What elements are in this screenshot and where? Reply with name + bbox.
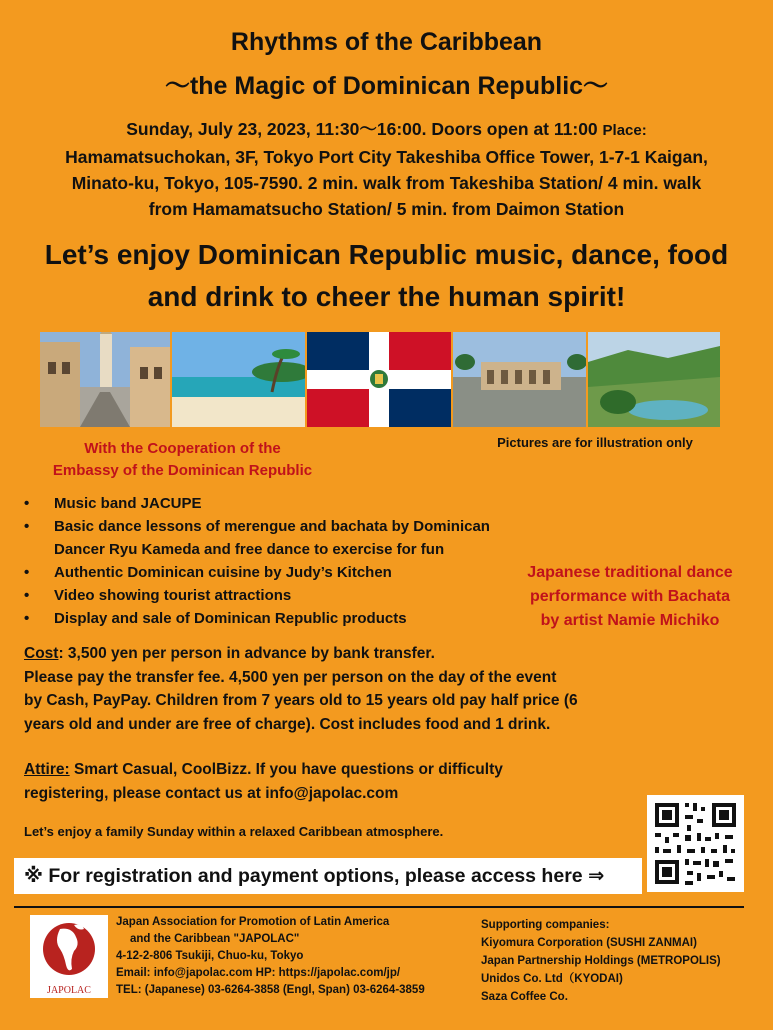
org-name: Japan Association for Promotion of Latin America [116, 916, 390, 928]
org-name: and the Caribbean "JAPOLAC" [130, 933, 300, 945]
bullet-icon: • [24, 610, 30, 627]
organization-info [116, 914, 476, 999]
highlight-line: Japanese traditional dance [527, 564, 733, 581]
attire-section [24, 758, 584, 805]
palace-photo [453, 332, 587, 427]
sponsors [481, 916, 766, 1006]
address-line: Hamamatsuchokan, 3F, Tokyo Port City Takeshiba Office Tower, 1-7-1 Kaigan, [65, 147, 708, 167]
cost-text: years old and under are free of charge). Cost includes food and 1 drink. [24, 715, 551, 733]
bullet-icon: • [24, 518, 30, 535]
list-item-text-line: Dancer Ryu Kameda and free dance to exercise for fun [54, 541, 445, 558]
cost-text: : 3,500 yen per person in advance by bank transfer. [58, 645, 435, 662]
cost-label: Cost [24, 645, 59, 662]
list-item-text: Music band JACUPE [54, 495, 202, 512]
list-item-text: Display and sale of Dominican Republic products [54, 610, 407, 627]
event-date: Sunday, July 23, 2023, 11:30～16:00. Doors open at 11:00 [126, 119, 598, 139]
org-email: Email: info@japolac.com HP: https://japolac.com/jp/ [116, 967, 401, 979]
street-photo [40, 332, 170, 427]
beach-photo [172, 332, 306, 427]
attire-label: Attire: [24, 761, 70, 778]
sponsor-item: Saza Coffee Co. [481, 991, 568, 1003]
dominican-flag [307, 332, 451, 427]
cost-text: Please pay the transfer fee. 4,500 yen per person on the day of the event [24, 668, 557, 686]
org-address: 4-12-2-806 Tsukiji, Chuo-ku, Tokyo [116, 950, 304, 962]
japanese-dance-highlight [500, 561, 760, 633]
list-item [24, 561, 544, 584]
sponsor-item: Kiyomura Corporation (SUSHI ZANMAI) [481, 937, 697, 949]
list-item [24, 492, 544, 515]
list-item [24, 607, 544, 630]
nature-photo [588, 332, 720, 427]
photo-strip [40, 332, 720, 427]
event-title: Rhythms of the Caribbean [230, 28, 543, 56]
list-item-text: Authentic Dominican cuisine by Judy’s Kitchen [54, 564, 392, 581]
program-list [24, 492, 544, 630]
event-details [30, 116, 743, 222]
address-line: Minato-ku, Tokyo, 105-7590. 2 min. walk from Takeshiba Station/ 4 min. walk [71, 173, 702, 193]
cooperation-line: Embassy of the Dominican Republic [52, 462, 313, 479]
attire-text: registering, please contact us at info@japolac.com [24, 784, 399, 802]
event-subtitle: ～the Magic of Dominican Republic～ [164, 72, 609, 100]
headline-line: Let’s enjoy Dominican Republic music, dance, food [44, 239, 729, 270]
illustration-note: Pictures are for illustration only [497, 435, 693, 450]
address-line: from Hamamatsucho Station/ 5 min. from Daimon Station [148, 199, 625, 219]
list-item-text-line: Basic dance lessons of merengue and bachata by Dominican [54, 518, 490, 535]
sponsor-item: Unidos Co. Ltd（KYODAI) [481, 973, 623, 985]
org-tel: TEL: (Japanese) 03-6264-3858 (Engl, Span) 03-6264-3859 [116, 984, 425, 996]
highlight-line: by artist Namie Michiko [540, 612, 720, 629]
sponsor-item: Japan Partnership Holdings (METROPOLIS) [481, 955, 721, 967]
bullet-icon: • [24, 495, 30, 512]
place-label: Place: [602, 122, 647, 139]
cooperation-note [40, 438, 325, 482]
list-item-text [54, 515, 490, 561]
list-item [24, 584, 544, 607]
list-item [24, 515, 544, 561]
headline [10, 234, 763, 318]
logo-text: JAPOLAC [47, 985, 91, 996]
sponsors-title: Supporting companies: [481, 919, 610, 931]
footer-divider [14, 906, 744, 908]
bullet-icon: • [24, 587, 30, 604]
attire-text: Smart Casual, CoolBizz. If you have questions or difficulty [69, 761, 503, 778]
bullet-icon: • [24, 564, 30, 581]
cost-section [24, 642, 749, 736]
family-note: Let’s enjoy a family Sunday within a relaxed Caribbean atmosphere. [24, 824, 444, 839]
highlight-line: performance with Bachata [529, 588, 731, 605]
qr-code-icon[interactable] [647, 795, 744, 892]
cooperation-line: With the Cooperation of the [84, 440, 281, 457]
list-item-text: Video showing tourist attractions [54, 587, 292, 604]
registration-link[interactable]: ※ For registration and payment options, please access here ⇒ [14, 858, 642, 894]
cost-text: by Cash, PayPay. Children from 7 years old to 15 years old pay half price (6 [24, 692, 578, 709]
japolac-logo [30, 915, 108, 998]
headline-line: and drink to cheer the human spirit! [147, 281, 626, 312]
